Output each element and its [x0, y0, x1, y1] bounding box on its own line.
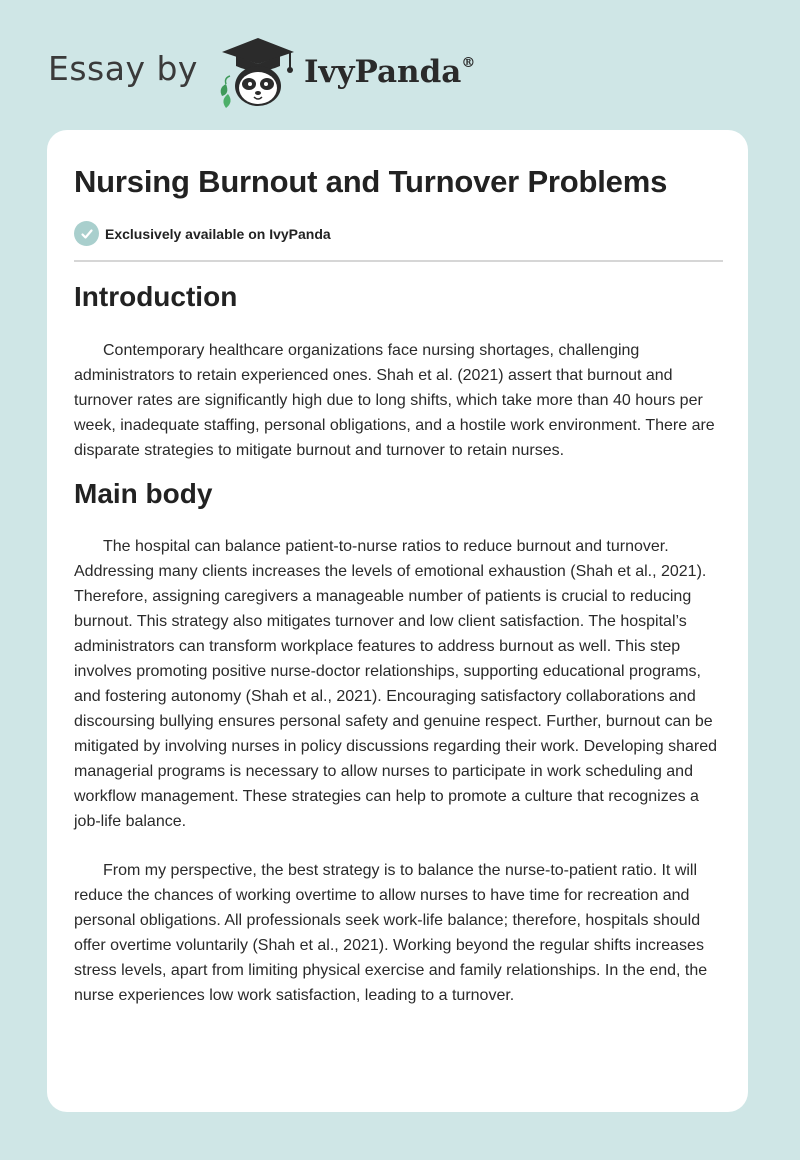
exclusive-badge	[74, 221, 331, 246]
panda-logo-icon[interactable]	[212, 32, 302, 112]
essay-content	[74, 280, 726, 1032]
section-heading-main-body: Main body	[74, 477, 213, 509]
paragraph: From my perspective, the best strategy is to balance the nurse-to-patient ratio. It will reduce the chances of working overtime to allow nurses to have time for recreation and personal obligations. All professionals seek work-life balance; therefore, hospitals should offer overtime voluntarily (Shah et al., 2021). Working beyond the regular shifts increases stress levels, apart from limiting physical exercise and family relationships. In the end, the nurse experiences low work satisfaction, leading to a turnover.	[74, 862, 708, 1005]
exclusive-badge-label: Exclusively available on IvyPanda	[105, 225, 331, 242]
section-heading-introduction: Introduction	[74, 281, 238, 312]
site-header	[48, 32, 475, 112]
check-circle-icon	[74, 221, 99, 246]
paragraph: The hospital can balance patient-to-nurse ratios to reduce burnout and turnover. Addressing many clients increases the levels of emotional exhaustion (Shah et al., 2021). Therefore, assigning caregivers a manageable number of patients is crucial to reducing burnout. This strategy also mitigates turnover and low client satisfaction. The hospital’s administrators can transform workplace features to address burnout as well. This step involves promoting positive nurse-doctor relationships, supporting educational programs, and fostering autonomy (Shah et al., 2021). Encouraging satisfactory collaborations and discoursing bullying ensures personal safety and genuine respect. Further, burnout can be mitigated by involving nurses in policy discussions regarding their work. Developing shared managerial programs is necessary to allow nurses to participate in work scheduling and workflow management. These strategies can help to promote a culture that recognizes a job-life balance.	[74, 538, 717, 831]
page-title: Nursing Burnout and Turnover Problems	[74, 164, 668, 199]
paragraph: Contemporary healthcare organizations face nursing shortages, challenging administrators to retain experienced ones. Shah et al. (2021) assert that burnout and turnover rates are significantly high due to long shifts, which take more than 40 hours per week, inadequate staffing, personal obligations, and a hostile work environment. There are disparate strategies to mitigate burnout and turnover to retain nurses.	[74, 341, 715, 459]
trademark-symbol: ®	[461, 54, 476, 71]
essay-by-label: Essay by	[48, 48, 198, 88]
title-divider	[74, 260, 723, 262]
essay-card	[47, 130, 748, 1112]
brand-name[interactable]: IvyPanda®	[303, 54, 476, 90]
